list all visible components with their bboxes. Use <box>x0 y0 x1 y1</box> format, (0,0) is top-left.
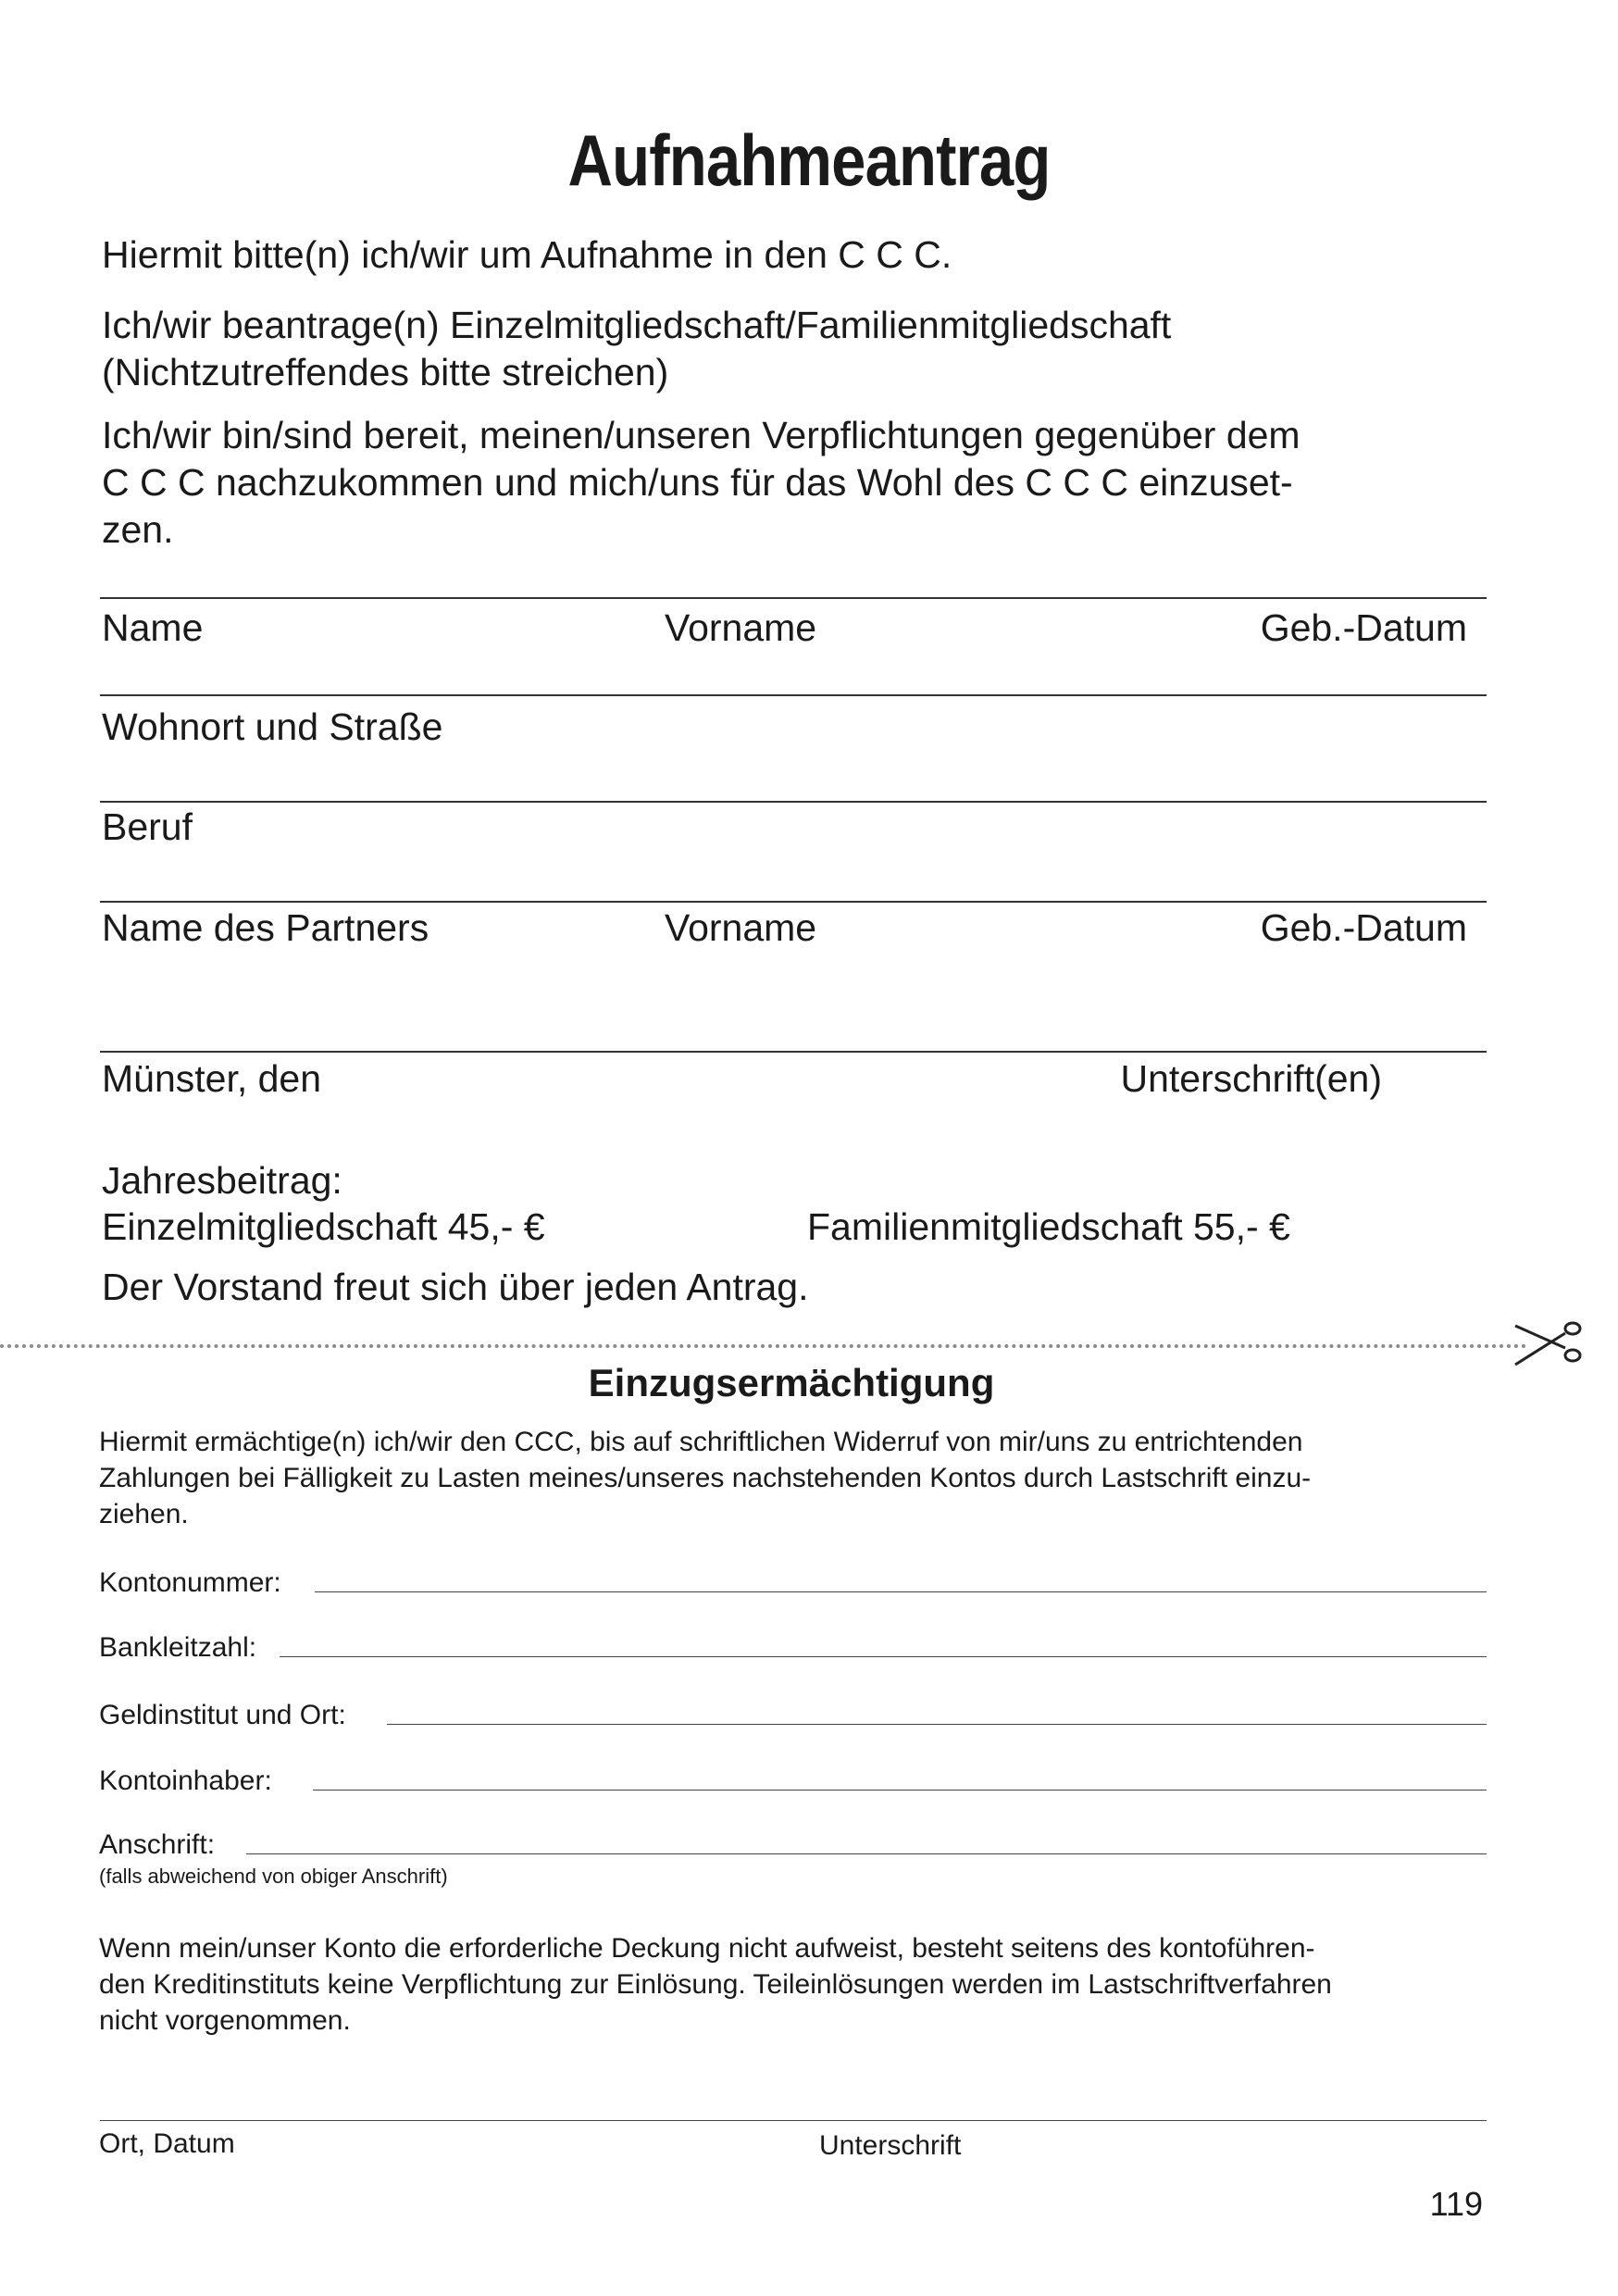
ort-datum-label: Ort, Datum <box>99 2128 235 2159</box>
geb-datum-label: Geb.-Datum <box>1260 606 1467 649</box>
ort-datum-signature-line[interactable] <box>100 2120 1487 2121</box>
kontonummer-field[interactable] <box>315 1591 1487 1592</box>
wohnort-label: Wohnort und Straße <box>102 705 443 748</box>
beruf-label: Beruf <box>102 805 193 848</box>
unterschriften-label: Unterschrift(en) <box>1120 1057 1382 1100</box>
lastschrift-text-3: ziehen. <box>99 1499 189 1529</box>
deckung-text-1: Wenn mein/unser Konto die erforderliche Deckung nicht aufweist, besteht seitens des kontoführen- <box>99 1933 1315 1964</box>
intro-line-2a: Ich/wir beantrage(n) Einzelmitgliedschaft/Familienmitgliedschaft <box>102 304 1172 346</box>
beitrag-note: Der Vorstand freut sich über jeden Antrag. <box>102 1266 809 1308</box>
name-label: Name <box>102 606 204 649</box>
kontoinhaber-label: Kontoinhaber: <box>99 1766 272 1796</box>
muenster-label: Münster, den <box>102 1057 322 1100</box>
signature-row-line[interactable] <box>100 1051 1487 1053</box>
deckung-text-2: den Kreditinstituts keine Verpflichtung zur Einlösung. Teileinlösungen werden im Lastschriftverfahren <box>99 1969 1332 2000</box>
intro-line-3c: zen. <box>102 508 174 551</box>
geldinstitut-label: Geldinstitut und Ort: <box>99 1700 346 1730</box>
intro-line-2b: (Nichtzutreffendes bitte streichen) <box>102 351 669 393</box>
anschrift-field[interactable] <box>246 1853 1487 1854</box>
intro-line-1: Hiermit bitte(n) ich/wir um Aufnahme in den C C C. <box>102 233 952 276</box>
beitrag-einzel: Einzelmitgliedschaft 45,- € <box>102 1205 545 1248</box>
section-title-lastschrift: Einzugsermächtigung <box>588 1361 995 1404</box>
kontoinhaber-field[interactable] <box>313 1790 1487 1791</box>
bankleitzahl-field[interactable] <box>280 1656 1487 1657</box>
anschrift-label: Anschrift: <box>99 1829 216 1860</box>
name-row-line[interactable] <box>100 597 1487 599</box>
anschrift-hint: (falls abweichend von obiger Anschrift) <box>99 1865 448 1888</box>
partner-geb-datum-label: Geb.-Datum <box>1260 906 1467 949</box>
geldinstitut-field[interactable] <box>387 1724 1487 1725</box>
page-title: Aufnahmeantrag <box>567 119 1051 201</box>
deckung-text-3: nicht vorgenommen. <box>99 2005 351 2036</box>
unterschrift-label: Unterschrift <box>819 2130 962 2161</box>
intro-line-3a: Ich/wir bin/sind bereit, meinen/unseren Verpflichtungen gegenüber dem <box>102 414 1301 456</box>
beitrag-heading: Jahresbeitrag: <box>102 1159 342 1202</box>
beitrag-familie: Familienmitgliedschaft 55,- € <box>807 1205 1290 1248</box>
beruf-row-line[interactable] <box>100 801 1487 803</box>
partner-name-label: Name des Partners <box>102 906 429 949</box>
partner-row-line[interactable] <box>100 901 1487 903</box>
partner-vorname-label: Vorname <box>665 906 817 949</box>
intro-line-3b: C C C nachzukommen und mich/uns für das Wohl des C C C einzuset- <box>102 461 1293 504</box>
cut-line <box>0 1344 1527 1348</box>
kontonummer-label: Kontonummer: <box>99 1567 281 1598</box>
lastschrift-text-2: Zahlungen bei Fälligkeit zu Lasten meines/unseres nachstehenden Kontos durch Lastschrift einzu- <box>99 1463 1312 1493</box>
wohnort-row-line[interactable] <box>100 694 1487 696</box>
page-number: 119 <box>1429 2185 1483 2223</box>
vorname-label: Vorname <box>665 606 817 649</box>
bankleitzahl-label: Bankleitzahl: <box>99 1632 257 1663</box>
lastschrift-text-1: Hiermit ermächtige(n) ich/wir den CCC, bis auf schriftlichen Widerruf von mir/uns zu entrichtenden <box>99 1427 1303 1457</box>
